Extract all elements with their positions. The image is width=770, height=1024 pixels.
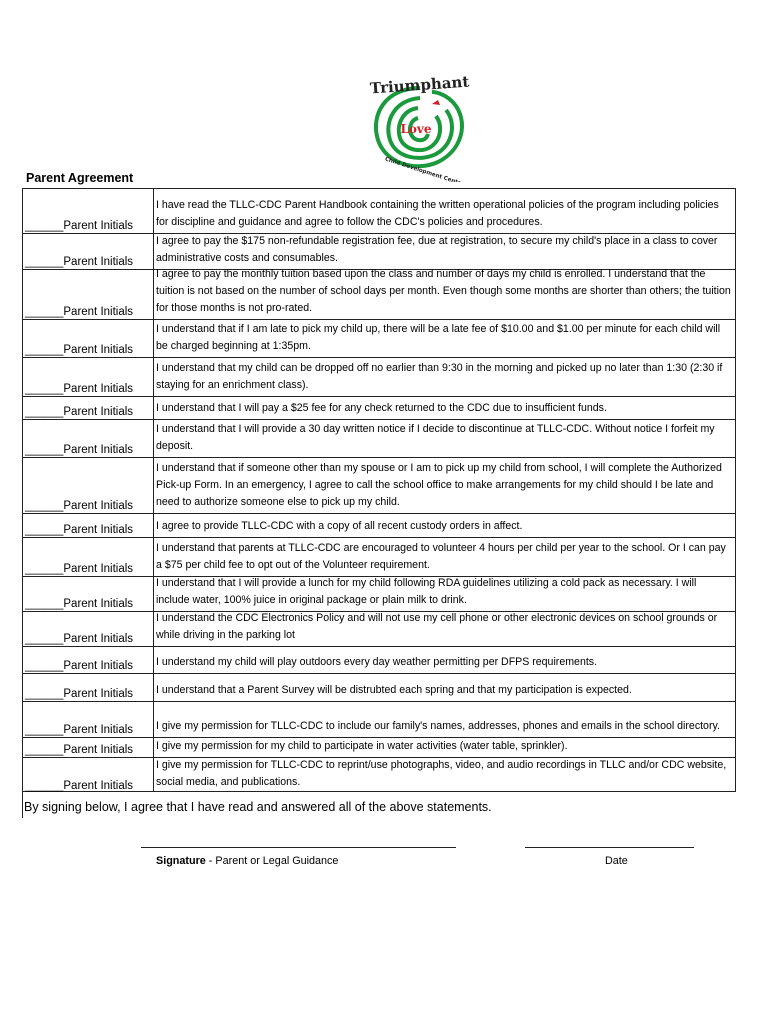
logo-word-love: Love [400,122,432,136]
parent-initials-field[interactable]: ______Parent Initials [25,563,134,575]
logo-leaf-icon [432,100,440,105]
agreement-statement: I have read the TLLC-CDC Parent Handbook containing the written operational policies of the program including policies for discipline and guidance and agree to follow the CDC's policies and procedures. [156,199,719,228]
agreement-statement: I understand that if someone other than my spouse or I am to pick up my child from school, I will complete the Authorized Pick-up Form. In an emergency, I agree to call the school office to make arrangements for my child should I be late and need to authorize someone else to pick up my child. [156,462,722,508]
agreement-row [23,646,735,674]
parent-initials-field[interactable]: ______Parent Initials [25,688,134,700]
parent-initials-field[interactable]: ______Parent Initials [25,660,134,672]
parent-initials-field[interactable]: ______Parent Initials [25,220,134,232]
signature-label-bold: Signature [156,855,206,867]
parent-initials-field[interactable]: ______Parent Initials [25,383,134,395]
signature-label-rest: - Parent or Legal Guidance [205,855,339,867]
signature-label [156,855,338,867]
agreement-row [23,319,735,358]
parent-initials-field[interactable]: ______Parent Initials [25,306,134,318]
agreement-statement: I understand that my child can be dropped off no earlier than 9:30 in the morning and picked up no later than 1:30 (2:30 if staying for an enrichment class). [156,362,723,391]
agreement-statement: I understand that a Parent Survey will be distrubted each spring and that my participation is expected. [156,684,632,696]
agreement-row [23,513,735,538]
agreement-row [23,396,735,420]
page-title: Parent Agreement [26,171,134,185]
agreement-row [23,611,735,647]
parent-initials-field[interactable]: ______Parent Initials [25,724,134,736]
logo-word-triumphant: Triumphant [369,72,470,98]
agreement-row [23,576,735,612]
agreement-statement: I agree to pay the monthly tuition based upon the class and number of days my child is enrolled. I understand that the tuition is not based on the number of school days per month. Even though some months are shorter than others; the tuition for those months is not pro-rated. [156,268,731,314]
agreement-statement: I understand my child will play outdoors every day weather permitting per DFPS requirements. [156,656,598,668]
parent-initials-field[interactable]: ______Parent Initials [25,500,134,512]
table-left-border [22,792,23,818]
parent-initials-field[interactable]: ______Parent Initials [25,780,134,792]
agreement-row [23,233,735,270]
agreement-row [23,537,735,577]
parent-initials-field[interactable]: ______Parent Initials [25,744,134,756]
agreement-statement: I understand that if I am late to pick my child up, there will be a late fee of $10.00 and $1.00 per minute for each child will be charged beginning at 1:35pm. [156,323,721,352]
agreement-statement: I give my permission for TLLC-CDC to reprint/use photographs, video, and audio recordings in TLLC and/or CDC website, social media, and publications. [156,759,727,788]
parent-initials-field[interactable]: ______Parent Initials [25,344,134,356]
agreement-statement: I understand that I will provide a lunch for my child following RDA guidelines utilizing a cold pack as necessary. I will include water, 100% juice in original package or plain milk to drink. [156,577,697,606]
signature-line[interactable] [141,847,456,848]
agreement-row [23,457,735,514]
parent-initials-field[interactable]: ______Parent Initials [25,633,134,645]
parent-initials-field[interactable]: ______Parent Initials [25,256,134,268]
agreement-statement: I give my permission for my child to participate in water activities (water table, sprinkler). [156,740,568,752]
agreement-row [23,269,735,320]
agreement-statement: I understand that parents at TLLC-CDC are encouraged to volunteer 4 hours per child per year to the school. Or I can pay a $75 per child fee to opt out of the Volunteer requirement. [156,542,726,571]
parent-initials-field[interactable]: ______Parent Initials [25,444,134,456]
date-label: Date [605,855,628,867]
agreement-statement: I agree to pay the $175 non-refundable registration fee, due at registration, to secure my child's place in a class to cover administrative costs and consumables. [156,235,718,264]
agreement-confirmation: By signing below, I agree that I have read and answered all of the above statements. [24,800,492,814]
agreement-row [23,673,735,702]
agreement-statement: I agree to provide TLLC-CDC with a copy of all recent custody orders in affect. [156,520,523,532]
agreement-row [23,189,735,234]
parent-initials-field[interactable]: ______Parent Initials [25,406,134,418]
agreement-statement: I understand the CDC Electronics Policy and will not use my cell phone or other electronic devices on school grounds or while driving in the parking lot [156,612,718,641]
agreement-row [23,757,735,793]
date-line[interactable] [525,847,694,848]
parent-initials-field[interactable]: ______Parent Initials [25,524,134,536]
agreement-row [23,357,735,397]
agreement-row [23,737,735,758]
logo-word-cdc: Child Development Center [383,156,465,182]
agreement-row [23,701,735,738]
triumphant-love-logo [358,70,482,182]
agreement-table [22,188,736,792]
agreement-row [23,419,735,458]
agreement-statement: I give my permission for TLLC-CDC to include our family's names, addresses, phones and emails in the school directory. [156,720,720,732]
agreement-statement: I understand that I will provide a 30 day written notice if I decide to discontinue at TLLC-CDC. Without notice I forfeit my deposit. [156,423,715,452]
parent-initials-field[interactable]: ______Parent Initials [25,598,134,610]
agreement-statement: I understand that I will pay a $25 fee for any check returned to the CDC due to insufficient funds. [156,402,607,414]
